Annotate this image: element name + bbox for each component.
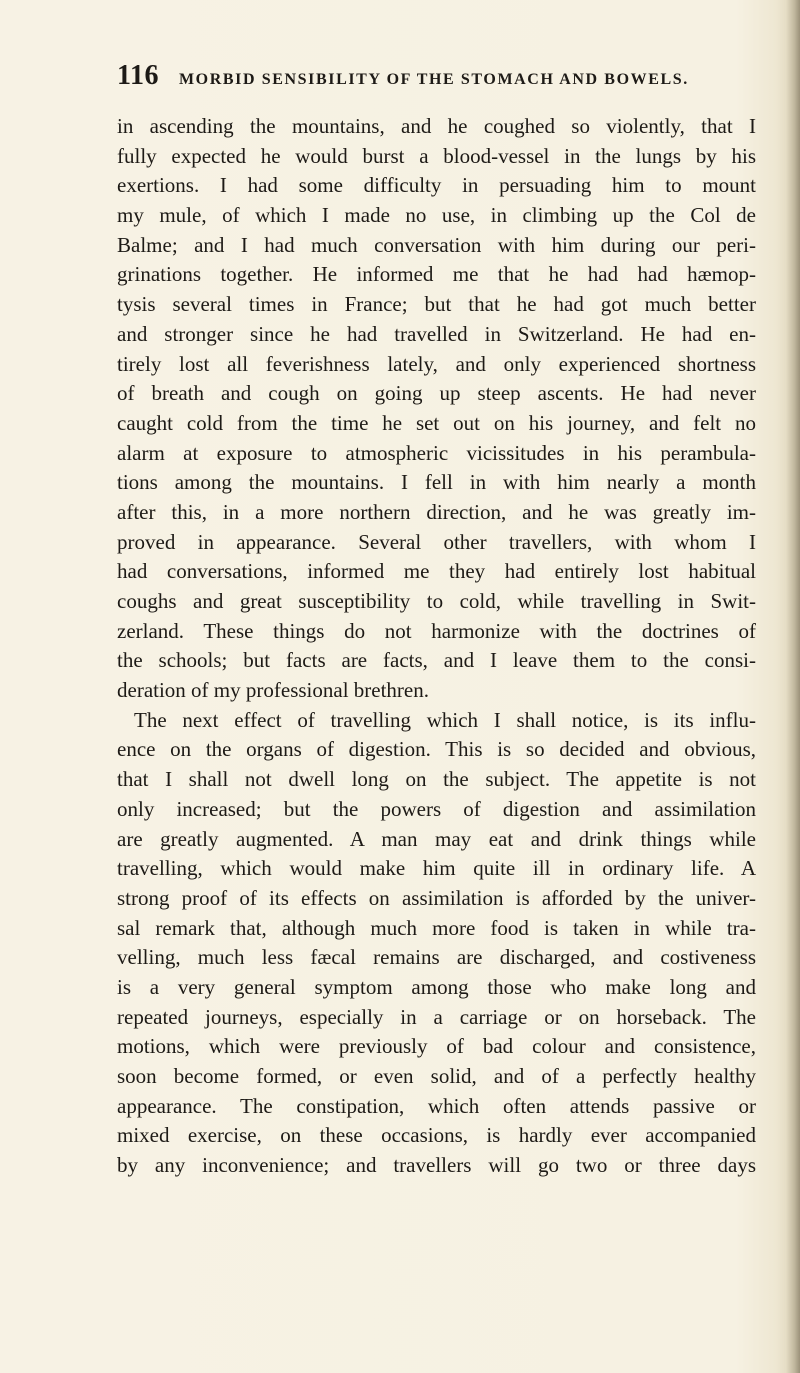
text-line: had conversations, informed me they had entirely lost habitual: [117, 559, 756, 584]
text-line: coughs and great susceptibility to cold, while travelling in Swit-: [117, 589, 756, 613]
text-line: travelling, which would make him quite ill in ordinary life. A: [117, 856, 756, 881]
page-header: [117, 60, 757, 104]
text-line: after this, in a more northern direction, and he was greatly im-: [117, 499, 756, 524]
page-edge-shadow: [786, 0, 800, 1373]
text-line: caught cold from the time he set out on his journey, and felt no: [117, 410, 756, 435]
text-line: strong proof of its effects on assimilation is afforded by the univer-: [117, 885, 756, 910]
text-line: tysis several times in France; but that he had got much better: [117, 292, 756, 317]
text-line: ence on the organs of digestion. This is so decided and obvious,: [117, 737, 756, 762]
text-line: sal remark that, although much more food is taken in while tra-: [117, 915, 756, 940]
text-line: only increased; but the powers of digestion and assimilation: [117, 796, 756, 821]
running-head: MORBID SENSIBILITY OF THE STOMACH AND BOWELS.: [178, 71, 689, 88]
text-line: the schools; but facts are facts, and I leave them to the consi-: [117, 648, 756, 673]
text-line: tirely lost all feverishness lately, and only experienced shortness: [117, 351, 756, 376]
page-number: 116: [117, 60, 159, 91]
text-line: soon become formed, or even solid, and of a perfectly healthy: [117, 1064, 756, 1088]
text-line: exertions. I had some difficulty in persuading him to mount: [117, 173, 756, 198]
text-line: are greatly augmented. A man may eat and drink things while: [117, 826, 756, 851]
text-line: appearance. The constipation, which often attends passive or: [117, 1093, 756, 1118]
text-line: deration of my professional brethren.: [117, 678, 429, 703]
text-line: zerland. These things do not harmonize with the doctrines of: [117, 618, 756, 643]
text-line: is a very general symptom among those who make long and: [117, 974, 756, 999]
text-line: fully expected he would burst a blood-vessel in the lungs by his: [117, 143, 756, 168]
text-line: that I shall not dwell long on the subject. The appetite is not: [117, 767, 756, 792]
text-line: tions among the mountains. I fell in with him nearly a month: [117, 470, 756, 495]
text-line: velling, much less fæcal remains are discharged, and costiveness: [117, 945, 756, 970]
text-line: motions, which were previously of bad colour and consistence,: [117, 1034, 756, 1059]
text-line: alarm at exposure to atmospheric vicissitudes in his perambula-: [117, 440, 756, 465]
text-line: The next effect of travelling which I shall notice, is its influ-: [134, 707, 756, 732]
text-line: repeated journeys, especially in a carriage or on horseback. The: [117, 1004, 756, 1029]
text-line: and stronger since he had travelled in Switzerland. He had en-: [117, 321, 756, 346]
text-line: proved in appearance. Several other travellers, with whom I: [117, 529, 756, 554]
body-text: [117, 112, 756, 1181]
text-line: my mule, of which I made no use, in climbing up the Col de: [117, 203, 756, 228]
text-line: in ascending the mountains, and he coughed so violently, that I: [117, 114, 756, 138]
text-line: of breath and cough on going up steep ascents. He had never: [117, 381, 756, 406]
text-line: Balme; and I had much conversation with him during our peri-: [117, 232, 756, 257]
paragraph: [117, 706, 756, 1181]
paragraph: [117, 112, 756, 706]
text-line: mixed exercise, on these occasions, is hardly ever accompanied: [117, 1123, 756, 1148]
text-line: by any inconvenience; and travellers will go two or three days: [117, 1153, 756, 1178]
text-line: grinations together. He informed me that he had had hæmop-: [117, 262, 756, 287]
